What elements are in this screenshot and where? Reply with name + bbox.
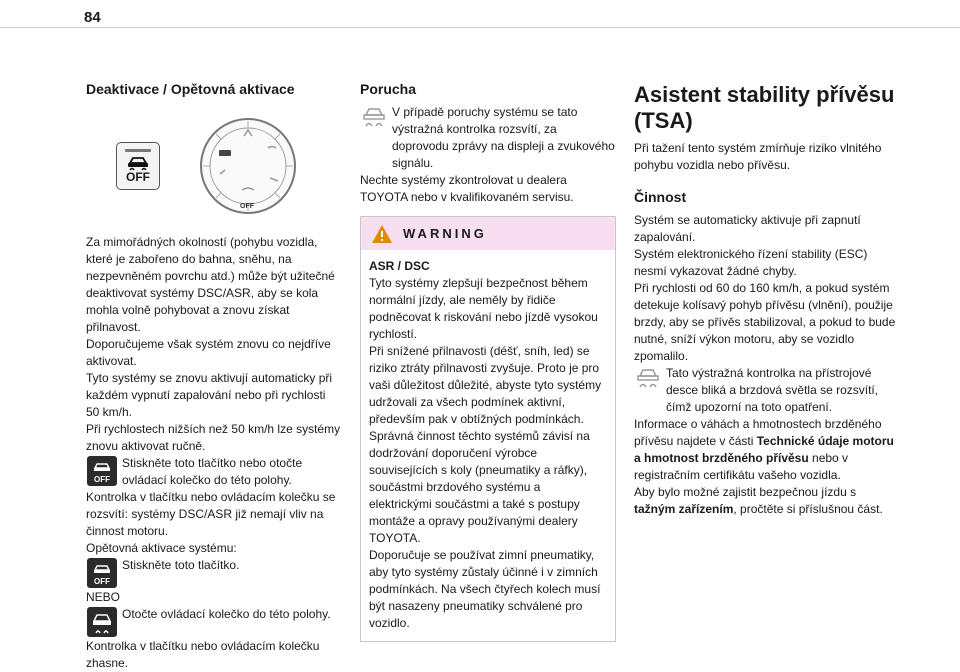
towbar-link-text: tažným zařízením (634, 502, 734, 516)
warning-triangle-icon (371, 224, 393, 244)
deactivation-para-2: Doporučujeme však systém znovu co nejdříve aktivovat. (86, 337, 331, 368)
warning-para-2: Při snížené přilnavosti (déšť, sníh, led) se riziko ztráty přilnavosti zvyšuje. Proto je pro vaši důležitost důležité, abyste tyto systémy udržovali za všech podmínek aktivní, především pak v obtížných podmínkách. (369, 344, 602, 426)
deactivation-heading: Deaktivace / Opětovná aktivace (86, 81, 295, 97)
operation-para-5-a: Aby bylo možné zajistit bezpečnou jízdu s (634, 485, 857, 499)
tech-data-link-text: Technické údaje motoru a hmotnost brzděného přívěsu (634, 434, 894, 465)
warning-para-3: Správná činnost těchto systémů závisí na dodržování doporučení výrobce souvisejících s koly (pneumatiky a ráfky), součástmi brzdového systému a elektrickými součástmi a také s postupy montáže a opravy používanými dealery TOYOTA. (369, 429, 590, 545)
or-label: NEBO (86, 590, 121, 604)
column-tsa (634, 80, 896, 518)
trailer-stability-icon (634, 367, 662, 389)
fault-text: V případě poruchy systému se tato výstražná kontrolka rozsvítí, za doprovodu zprávy na displeji a zvukového signálu. (392, 105, 615, 170)
deactivation-para-7: Kontrolka v tlačítku nebo ovládacím kolečku zhasne. (86, 639, 320, 670)
fault-heading: Porucha (360, 81, 417, 97)
controls-figure (116, 116, 342, 216)
skid-car-icon (125, 155, 151, 171)
fault-instruction (360, 104, 616, 172)
reactivate-dial-text: Otočte ovládací kolečko do této polohy. (122, 607, 331, 621)
warning-body (361, 250, 615, 641)
deactivation-para-1: Za mimořádných okolností (pohybu vozidla, které je zabořeno do bahna, sněhu, na nezpevněném povrchu atd.) může být užitečné deaktivovat systémy DSC/ASR, aby se kola mohla volně pohybovat a znovu získat přilnavost. (86, 235, 335, 334)
dial-off-label: OFF (240, 203, 254, 210)
fault-text-2: Nechte systémy zkontrolovat u dealera TOYOTA nebo v kvalifikovaném servisu. (360, 173, 574, 204)
operation-para-2: Systém elektronického řízení stability (ESC) nesmí vykazovat žádné chyby. (634, 247, 868, 278)
stability-on-icon (86, 606, 118, 638)
warning-para-1: Tyto systémy zlepšují bezpečnost během normální jízdy, ale neměly by řidiče podněcovat k riskování nebo jízdě vysokou rychlostí. (369, 276, 598, 341)
deactivation-para-5: Kontrolka v tlačítku nebo ovládacím kolečku se rozsvítí: systémy DSC/ASR již nemají vliv na činnost motoru. (86, 490, 336, 538)
warning-header (361, 217, 615, 250)
page-number: 84 (84, 9, 101, 26)
operation-para-5-c: , pročtěte si příslušnou část. (733, 502, 883, 516)
deactivation-para-6: Opětovná aktivace systému: (86, 541, 237, 555)
operation-para-4-a: Informace o váhách a hmotnostech brzděného přívěsu najdete v části (634, 417, 882, 448)
operation-para-4 (634, 416, 896, 484)
tsa-warning-instruction (634, 365, 896, 416)
tsa-intro: Při tažení tento systém zmírňuje riziko vlnitého pohybu vozidla nebo přívěsu. (634, 141, 882, 172)
operation-para-3: Při rychlosti od 60 do 160 km/h, a pokud systém detekuje kolísavý pohyb přívěsu (vlnění), použije brzdy, aby se přívěs stabilizoval, a pokud to bude nutné, sníží výkon motoru, aby se vozidlo zpomalilo. (634, 281, 896, 363)
warning-label: WARNING (403, 226, 487, 241)
off-button-instruction-text: Stiskněte toto tlačítko nebo otočte ovládací kolečko do této polohy. (122, 456, 303, 487)
tsa-warning-text: Tato výstražná kontrolka na přístrojové desce bliká a brzdová světla se rozsvítí, čímž upozorní na toto opatření. (666, 366, 879, 414)
tsa-title-line-2: (TSA) (634, 108, 693, 133)
esc-off-icon (86, 455, 118, 487)
operation-heading: Činnost (634, 189, 687, 205)
operation-para-1: Systém se automaticky aktivuje při zapnutí zapalování. (634, 213, 861, 244)
tsa-title-line-1: Asistent stability přívěsu (634, 82, 895, 107)
deactivation-para-4: Při rychlostech nižších než 50 km/h lze systémy znovu aktivovat ručně. (86, 422, 341, 453)
button-off-label: OFF (126, 170, 150, 184)
operation-para-5 (634, 484, 896, 518)
column-fault (360, 80, 616, 642)
tsa-title (634, 82, 896, 134)
header-rule (0, 27, 960, 28)
reactivate-button-text: Stiskněte toto tlačítko. (122, 558, 240, 572)
warning-box (360, 216, 616, 642)
warning-para-4: Doporučuje se používat zimní pneumatiky, aby tyto systémy zůstaly účinné i v zimních podmínkách. Na všech čtyřech kolech musí být nasazeny pneumatiky schválené pro vozidlo. (369, 548, 601, 630)
reactivate-dial-instruction (86, 606, 342, 638)
esc-off-icon-2 (86, 557, 118, 589)
svg-text:OFF: OFF (94, 577, 110, 586)
esc-off-button-illustration (116, 142, 160, 190)
operation-para-4-c: nebo v registračním certifikátu vašeho vozidla. (634, 451, 849, 482)
warning-title: ASR / DSC (369, 259, 430, 273)
deactivation-para-3: Tyto systémy se znovu aktivují automaticky při každém vypnutí zapalování nebo při rychlosti 50 km/h. (86, 371, 333, 419)
column-deactivation (86, 80, 342, 672)
stability-warning-icon (360, 106, 388, 128)
svg-text:OFF: OFF (94, 475, 110, 484)
reactivate-button-instruction (86, 557, 342, 589)
off-button-instruction (86, 455, 342, 489)
